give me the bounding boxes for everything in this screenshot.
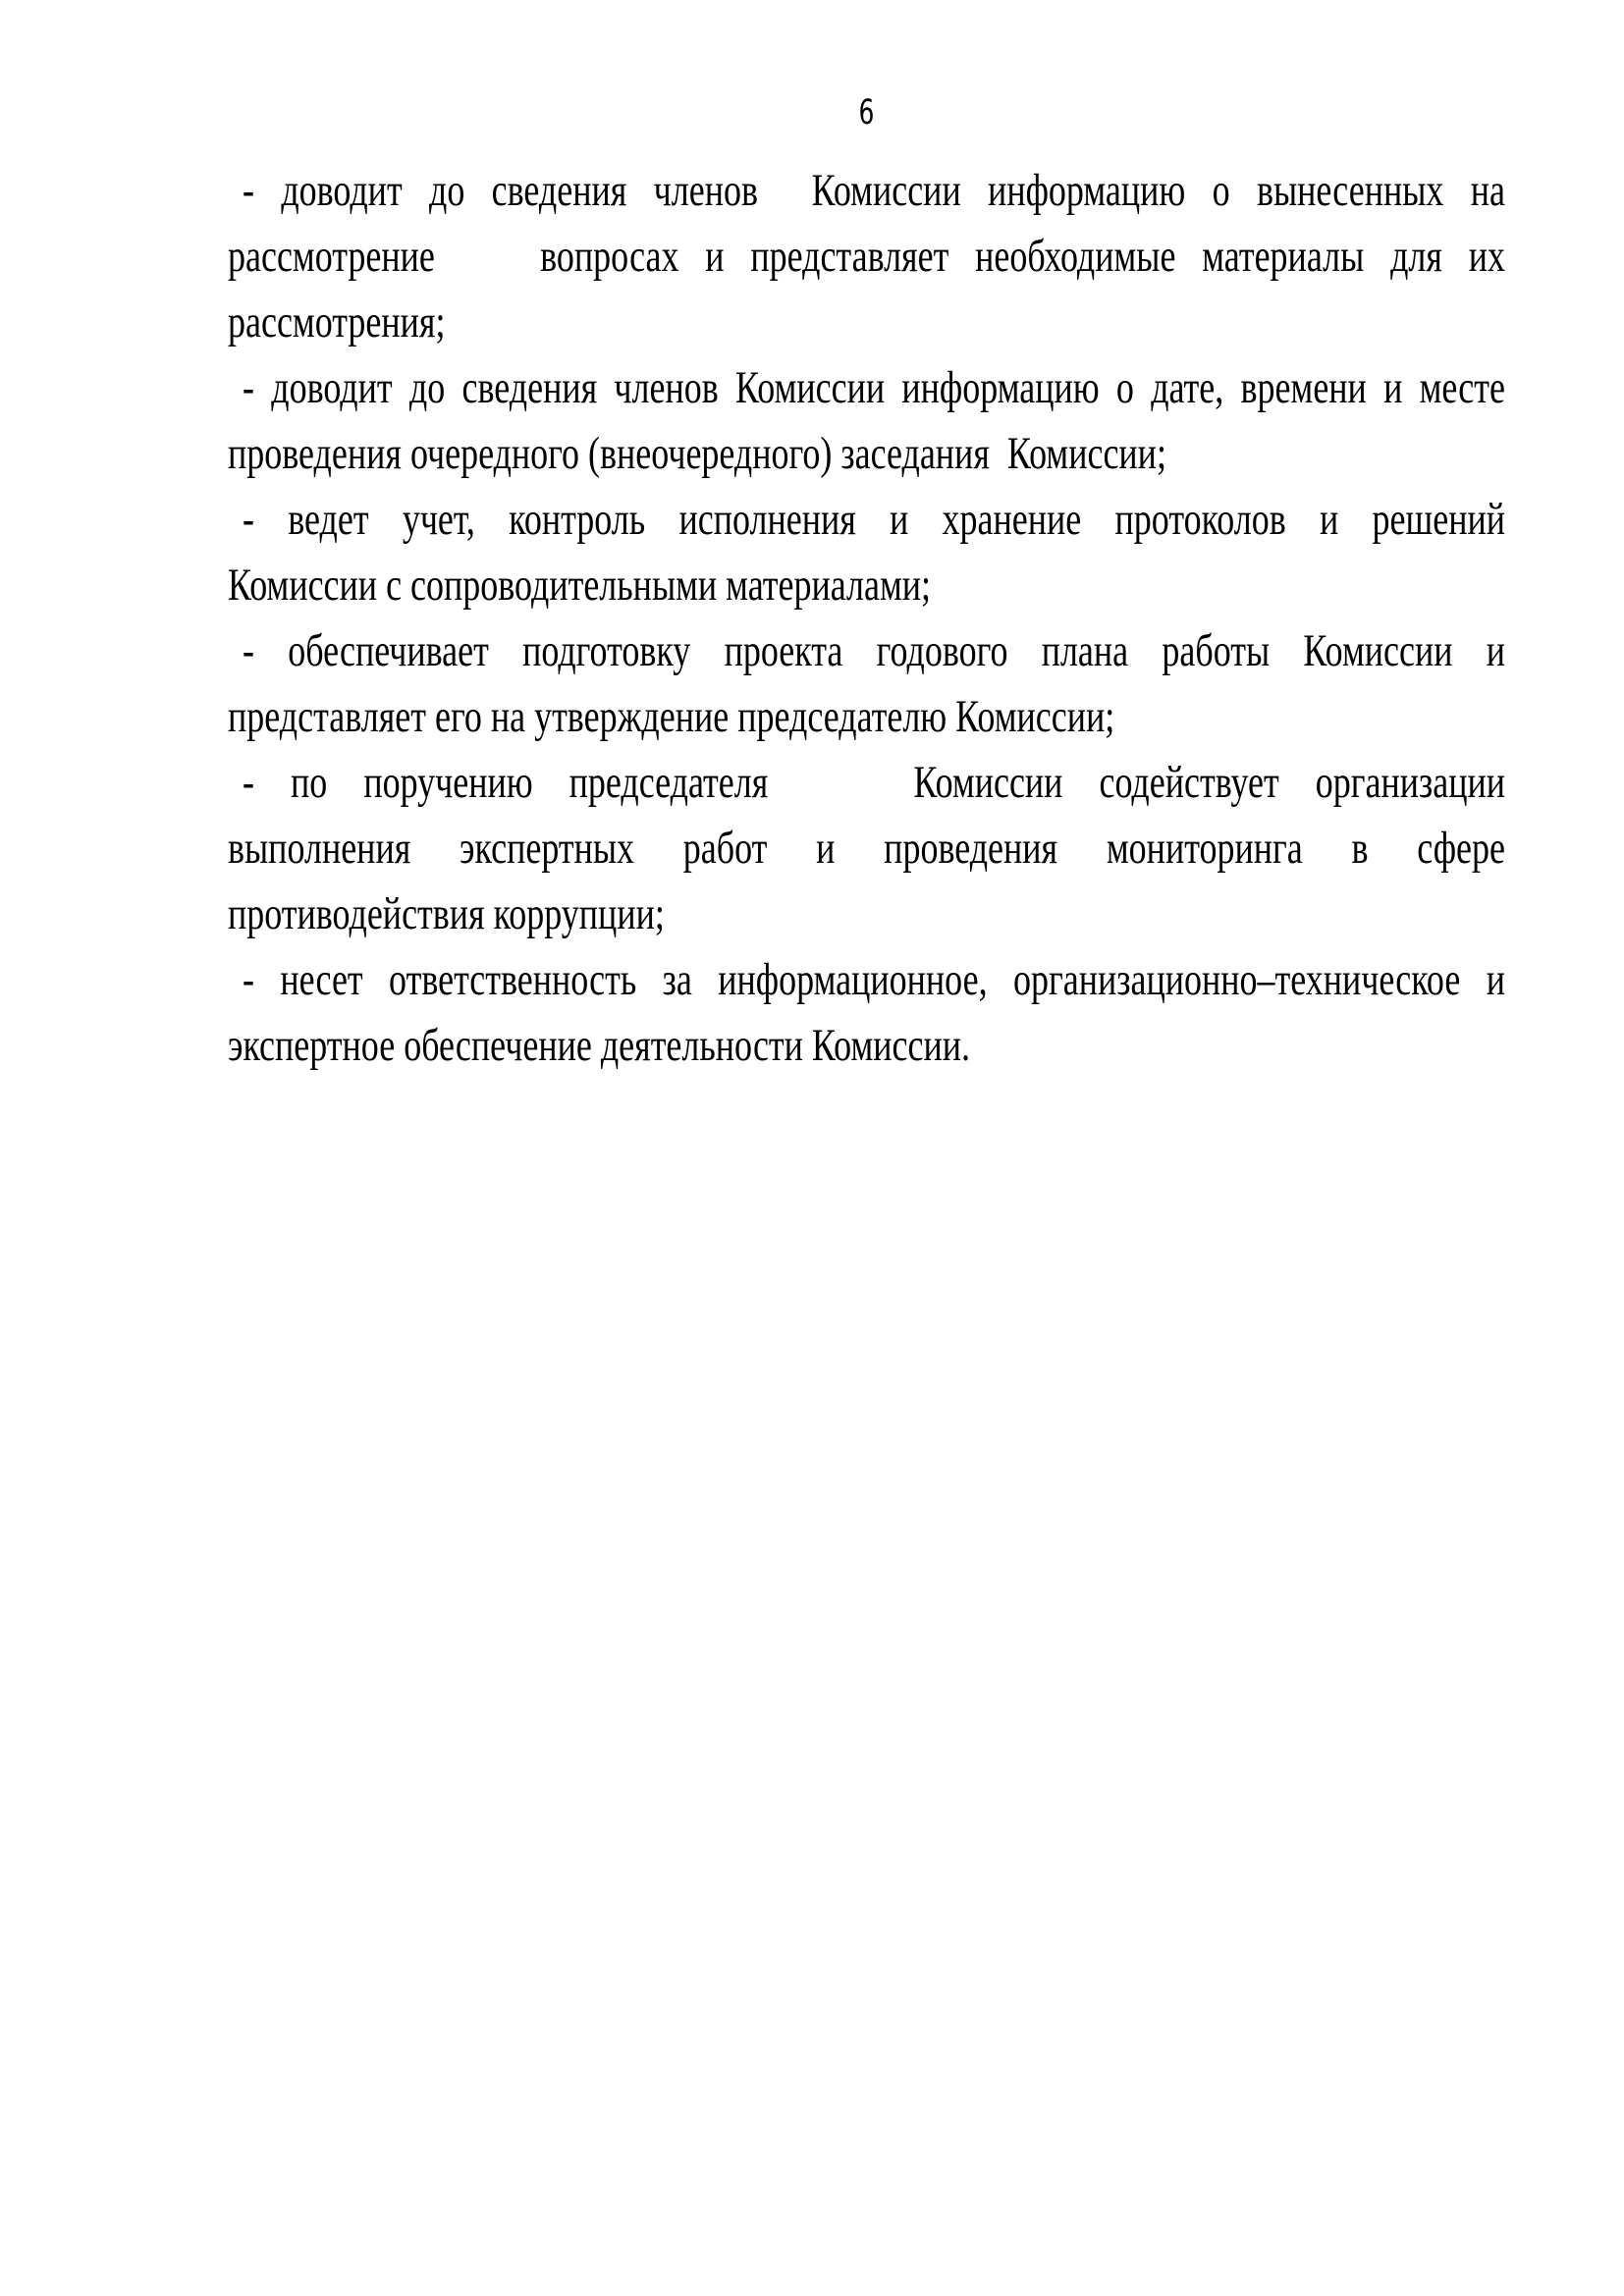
text-line: представляет его на утверждение председателю Комиссии;	[228, 690, 1115, 742]
text-line: противодействия коррупции;	[228, 887, 665, 939]
text-line: - несет ответственность за информационное, организационно–техническое и	[243, 953, 1505, 1005]
paragraph	[228, 753, 1505, 950]
text-line: - обеспечивает подготовку проекта годового плана работы Комиссии и	[243, 624, 1505, 676]
paragraph	[228, 358, 1505, 490]
paragraph	[228, 161, 1505, 358]
paragraph	[228, 621, 1505, 753]
text-line: - ведет учет, контроль исполнения и хранение протоколов и решений	[243, 493, 1505, 545]
text-line: выполнения экспертных работ и проведения мониторинга в сфере	[228, 822, 1505, 874]
text-line: экспертное обеспечение деятельности Комиссии.	[228, 1019, 970, 1071]
page-number	[228, 92, 1505, 133]
page-number-text: 6	[858, 92, 875, 133]
text-line: - по поручению председателя Комиссии содействует организации	[243, 756, 1505, 808]
text-line: Комиссии с сопроводительными материалами;	[228, 559, 932, 611]
text-line: проведения очередного (внеочередного) заседания Комиссии;	[228, 427, 1166, 479]
text-line: рассмотрения;	[228, 295, 446, 347]
text-line: рассмотрение вопросах и представляет необходимые материалы для их	[228, 230, 1505, 282]
text-line: - доводит до сведения членов Комиссии информацию о дате, времени и месте	[243, 361, 1505, 413]
document-body	[228, 161, 1505, 1082]
text-line: - доводит до сведения членов Комиссии информацию о вынесенных на	[243, 164, 1505, 216]
paragraph	[228, 490, 1505, 621]
paragraph	[228, 950, 1505, 1082]
